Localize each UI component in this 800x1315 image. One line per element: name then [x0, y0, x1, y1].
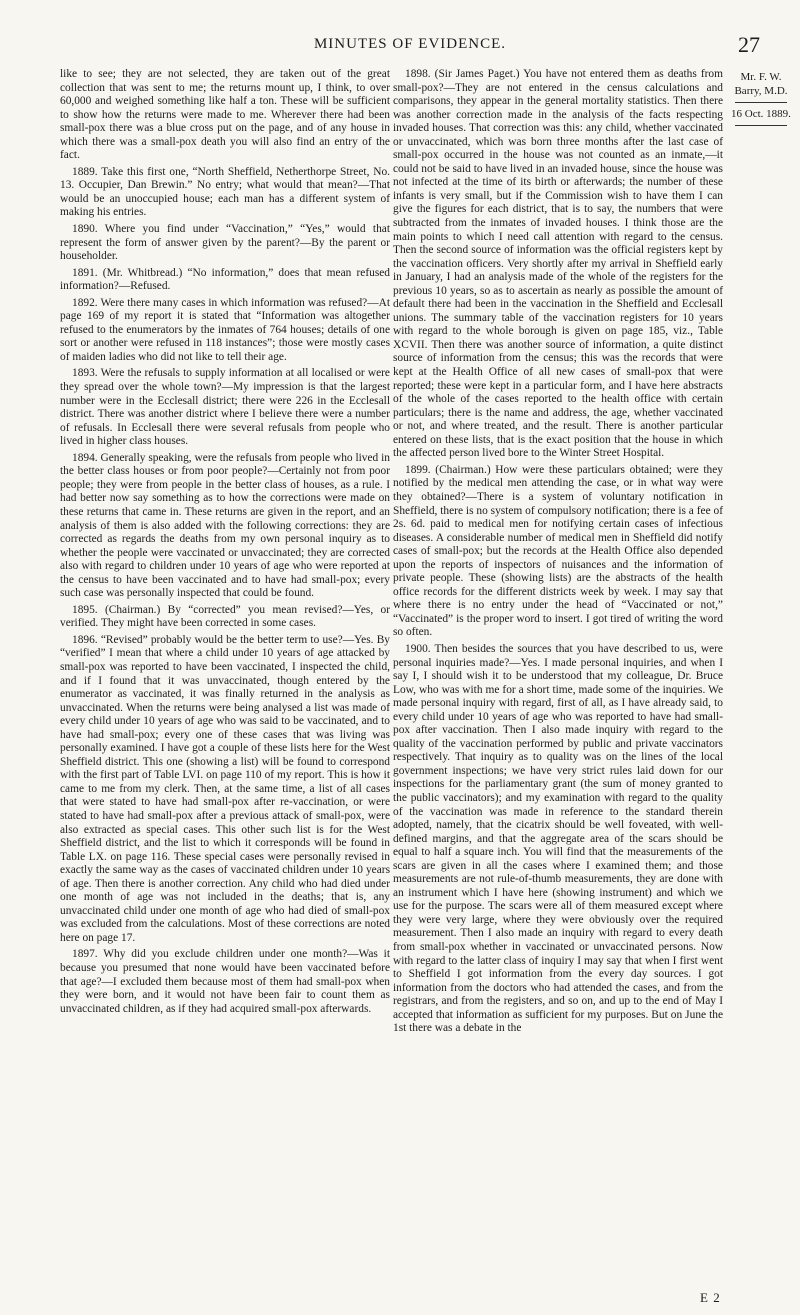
paragraph: 1895. (Chairman.) By “corrected” you mean revised?—Yes, or verified. They might have been corrected in some cases.: [60, 603, 390, 630]
running-head: MINUTES OF EVIDENCE.: [313, 36, 507, 52]
margin-rule: [735, 125, 787, 126]
witness-name: Mr. F. W. Barry, M.D.: [734, 71, 788, 97]
page-number: 27: [738, 32, 760, 57]
paragraph: 1891. (Mr. Whitbread.) “No information,” does that mean refused information?—Refused.: [60, 266, 390, 293]
paragraph: 1900. Then besides the sources that you have described to us, were personal inquiries made?—Yes. I made personal inquiries, and when I say I, I should wish it to be understood that my colleague, Dr. Bruce Low, who was with me for a short time, made some of the inquiries. We made personal inquiry with regard, first of all, as I have already said, to every child under 10 years of age who was reported to have had small-pox after vaccination. Then I also made inquiry with regard to the quality of the vaccination performed by public and private vaccinators respectively. That inquiry as to quality was on the lines of the local government inspections; we have very strict rules laid down for our inspections for the parliamentary grant (the sum of money granted to the public vaccinators); and my examination with regard to the quality of the vaccination was made in reference to the standard therein adopted, namely, that the cicatrix should be well foveated, with well-defined margins, and that the aggregate area of the scars should be equal to half a square inch. You will find that the measurements of the scars are given in all the cases where I examined them; and those measurements are not rule-of-thumb measurements, they are done with an instrument which I have here (showing instrument) and which we use for the purpose. The scars were all of them measured except where they were very large, where they were obviously over the required measurement. Then I also made an inquiry with regard to every death from small-pox whether in vaccinated or unvaccinated persons. Now with regard to the latter class of inquiry I may say that when I first went to Sheffield I got information from the every day sources. I got information from the doctors who had attended the cases, and from the registrars, and from the registers, and so on, and up to the end of May I accepted that information as sufficient for my purposes. But on June the 1st there was a debate in the: [393, 642, 723, 1035]
signature-mark: E 2: [700, 1290, 721, 1305]
paragraph: 1890. Where you find under “Vaccination,” “Yes,” would that represent the form of answer given by the parent?—By the parent or householder.: [60, 223, 390, 263]
paragraph: 1889. Take this first one, “North Sheffield, Netherthorpe Street, No. 13. Occupier, Dan Brewin.” No entry; what would that mean?—That would be an unoccupied house; each man has a different system of making his entries.: [60, 165, 390, 219]
paragraph: 1892. Were there many cases in which information was refused?—At page 169 of my report it is stated that “Information was altogether refused to the enumerators by the inmates of 764 houses; details of one sort or another were refused in 118 instances”; those were mostly cases of maiden ladies who did not like to tell their age.: [60, 296, 390, 363]
evidence-date: 16 Oct. 1889.: [731, 108, 791, 120]
paragraph: 1894. Generally speaking, were the refusals from people who lived in the better class houses or from poor people?—Certainly not from poor people; they were from people in the better class of houses, as a rule. I had better now say something as to how the corrections were made on these returns that came in. These returns are given in the report, and an analysis of them is also added with the following corrections: they are corrected as regards the deaths from my own personal inquiry as to whether the people were vaccinated or unvaccinated; they are corrected also with regard to children under 10 years of age who were reported at the census to have been vaccinated and to have had small-pox; every such case was personally inspected that could be found.: [60, 451, 390, 600]
page-header: [60, 20, 760, 60]
paragraph: like to see; they are not selected, they are taken out of the great collection that was sent to me; the returns mount up, I think, to over 60,000 and weighed something like half a ton. These will be sufficient to show how the returns were made to me. Wherever there had been small-pox there was a blue cross put on the page, and of any house in which there was a small-pox death you will also find an entry of the fact.: [60, 68, 390, 162]
left-column: [60, 68, 390, 1016]
margin-note: [730, 70, 792, 130]
paragraph: 1897. Why did you exclude children under one month?—Was it because you presumed that none would have been vaccinated before that age?—I excluded them because most of them had small-pox when they were born, and it would not have been fair to count them as unvaccinated children, as if they had acquired small-pox afterwards.: [60, 948, 390, 1015]
paragraph: 1899. (Chairman.) How were these particulars obtained; were they notified by the medical men attending the case, or in what way were they obtained?—There is a system of voluntary notification in Sheffield, there is no system of compulsory notification; there is a fee of 2s. 6d. paid to medical men for notifying certain cases of infectious diseases. A considerable number of medical men in Sheffield did notify cases of small-pox; but the records at the Health Office also depended upon the reports of inspectors of nuisances and the information of private people. These (showing lists) are the abstracts of the health office records for the different districts week by week. I may say that where there is no entry under the head of “Vaccinated or not,” “Vaccinated” is the proper word to insert. I got tired of writing the word so often.: [393, 463, 723, 639]
paragraph: 1898. (Sir James Paget.) You have not entered them as deaths from small-pox?—They are not entered in the census calculations and comparisons, they appear in the general mortality statistics. Then there was another correction made in the analysis of the facts respecting invaded houses. That correction was this: any child, whether vaccinated or unvaccinated, which was born three months after the last case of small-pox occurred in the house was not counted as an inmate,—it could not be said to have lived in an invaded house, since the house was not infected at the time of its birth or afterwards; the number of these infants is very small, but if the Commission wish to have them I can give the figures for each district, that is to say, the numbers that were subtracted from the inmates of invaded houses. I think those are the main points to which I need call attention with regard to the census. Then the second source of information was the official registers kept by the vaccination officers. Very shortly after my arrival in Sheffield early in January, I had an analysis made of the whole of the registers for the previous 10 years, so as to ascertain as nearly as possible the amount of default there had been in the vaccination in the Sheffield and Ecclesall unions. The summary table of the vaccination registers for 10 years with regard to the whole borough is given on page 185, viz., Table XCVII. Then there was another source of information, a quite distinct source of information from the census; this was the records that were kept at the Health Office of all new cases of small-pox that were reported; these were kept in a particular form, and I have here abstracts of the whole of the cases reported to the health office with certain particulars; there is the name and address, the age, whether vaccinated or not, and where treated, and the result. There is another particular entered on these lists, that is the exact position that the house in which the affected person lived bore to the Winter Street Hospital.: [393, 68, 723, 460]
margin-rule: [735, 102, 787, 103]
right-column: [393, 68, 723, 1036]
paragraph: 1896. “Revised” probably would be the better term to use?—Yes. By “verified” I mean that where a child under 10 years of age attacked by small-pox was reported to have been vaccinated, I inspected the child, and if I found that it was unvaccinated, though entered by the enumerator as vaccinated, it was finally returned in the analysis as unvaccinated. When the returns were being analysed a list was made of every child under 10 years of age who was said to be vaccinated, and to have had small-pox; every one of these cases that was living was personally examined. I have got a couple of these lists here for the West Sheffield district. This one (showing a list) will be found to correspond with the first part of Table LVI. on page 110 of my report. This is how it came to me from my clerk. Then, at the same time, a list of all cases that were stated to have had small-pox after re-vaccination, or were stated to have had small-pox after a previous attack of small-pox, were also extracted as special cases. This other such list is for the West Sheffield district, and the list to which it corresponds will be found in Table LX. on page 116. These special cases were personally revised in exactly the same way as the cases of vaccinated children under 10 years of age. Then there is another correction. Any child who had died under one month of age was not included in the deaths; that is, any unvaccinated child under one month of age who had died of small-pox was excluded from the calculations. Most of these corrections are noted here on page 17.: [60, 633, 390, 944]
paragraph: 1893. Were the refusals to supply information at all localised or were they spread over the whole town?—My impression is that the largest number were in the Ecclesall district; there were 226 in the Ecclesall district. There was another district where I believe there were a number of refusals. In Ecclesall there were several refusals from people who lived in higher class houses.: [60, 367, 390, 448]
